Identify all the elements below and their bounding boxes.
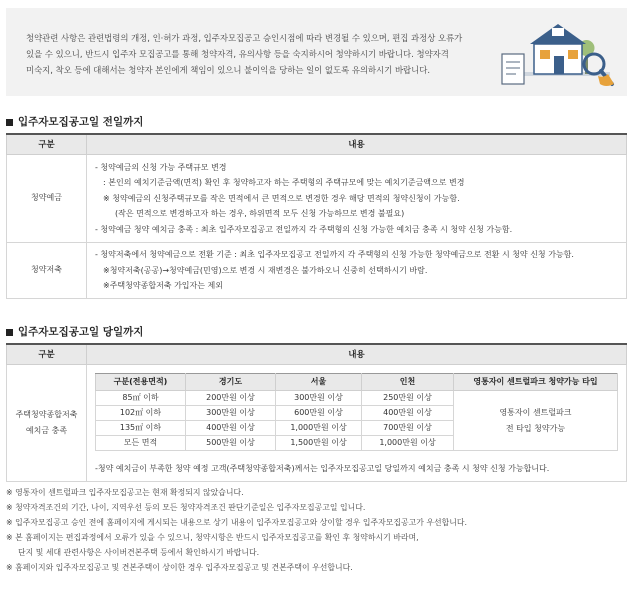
gyeonggi-cell: 500만원 이상: [186, 436, 276, 451]
inner-header-available-type: 영통자이 센트럴파크 청약가능 타입: [454, 374, 618, 391]
seoul-cell: 1,000만원 이상: [276, 421, 362, 436]
seoul-cell: 600만원 이상: [276, 406, 362, 421]
content-line: ※ 청약예금의 신청주택규모를 작은 면적에서 큰 면적으로 변경한 경우 해당 면적의 청약신청이 가능함.: [103, 193, 460, 203]
row-category: [7, 365, 87, 482]
square-bullet-icon: [6, 329, 13, 336]
category-line-2: 예치금 충족: [25, 425, 68, 435]
section-title-text: 입주자모집공고일 전일까지: [18, 116, 144, 128]
header-content: 내용: [87, 134, 627, 155]
inner-header-seoul: 서울: [276, 374, 362, 391]
content-line: ※청약저축(공공)→청약예금(민영)으로 변경 시 재변경은 불가하오니 신중히 선택하시기 바람.: [103, 265, 428, 275]
incheon-cell: 700만원 이상: [362, 421, 454, 436]
gyeonggi-cell: 300만원 이상: [186, 406, 276, 421]
section-title-announcement-day: [6, 325, 143, 339]
notice-box: [6, 8, 627, 96]
gyeonggi-cell: 200만원 이상: [186, 391, 276, 406]
section-title-before-announcement: [6, 115, 143, 129]
content-line: - 청약저축에서 청약예금으로 전환 기준 : 최초 입주자모집공고 전일까지 각 주택형의 신청 가능한 청약예금으로 전환 시 청약 신청 가능함.: [95, 250, 574, 260]
tip-line: 영통자이 센트럴파크: [499, 408, 572, 417]
deposit-requirement-table: [95, 373, 618, 451]
announcement-day-table: [6, 343, 627, 482]
category-line-1: 주택청약종합저축: [15, 409, 78, 419]
footnote-line: ※ 입주자모집공고 승인 전에 홈페이지에 게시되는 내용으로 상기 내용이 입주자모집공고와 상이할 경우 입주자모집공고가 우선합니다.: [6, 518, 467, 527]
footnote-line: 단지 및 세대 관련사항은 사이버견본주택 등에서 확인하시기 바랍니다.: [18, 548, 260, 557]
deposit-note: -청약 예치금이 부족한 청약 예정 고객(주택청약종합저축)께서는 입주자모집공고일 당일까지 예치금 충족 시 청약 신청 가능합니다.: [95, 464, 550, 473]
content-line: - 청약예금 청약 예치금 충족 : 최초 입주자모집공고 전일까지 각 주택형의 신청 가능한 예치금 충족 시 청약 신청 가능함.: [95, 224, 513, 234]
table-row: [7, 155, 627, 243]
header-category: 구분: [7, 134, 87, 155]
incheon-cell: 1,000만원 이상: [362, 436, 454, 451]
incheon-cell: 400만원 이상: [362, 406, 454, 421]
available-type-cell: [454, 391, 618, 451]
row-category: 청약저축: [7, 243, 87, 299]
gyeonggi-cell: 400만원 이상: [186, 421, 276, 436]
section-title-text: 입주자모집공고일 당일까지: [18, 326, 144, 338]
row-content: [87, 155, 627, 243]
table-row: [7, 243, 627, 299]
incheon-cell: 250만원 이상: [362, 391, 454, 406]
content-line: (작은 면적으로 변경하고자 하는 경우, 하위면적 모두 신청 가능하므로 변경 불필요): [115, 209, 405, 219]
row-content: [87, 365, 627, 482]
inner-header-area: 구분(전용면적): [96, 374, 186, 391]
seoul-cell: 1,500만원 이상: [276, 436, 362, 451]
content-line: - 청약예금의 신청 가능 주택규모 변경: [95, 162, 227, 172]
before-announcement-table: [6, 133, 627, 299]
house-inspection-illustration: [490, 14, 620, 92]
notice-line: 있을 수 있으니, 반드시 입주자 모집공고를 통해 청약자격, 유의사항 등을 숙지하시어 청약하시기 바랍니다. 청약자격: [26, 49, 449, 59]
seoul-cell: 300만원 이상: [276, 391, 362, 406]
table-row: [7, 365, 627, 482]
inner-header-gyeonggi: 경기도: [186, 374, 276, 391]
footnotes: [6, 485, 627, 575]
square-bullet-icon: [6, 119, 13, 126]
table-row: [96, 391, 618, 406]
row-content: [87, 243, 627, 299]
tip-line: 전 타입 청약가능: [505, 423, 566, 433]
header-category: 구분: [7, 344, 87, 365]
footnote-line: ※ 본 홈페이지는 편집과정에서 오류가 있을 수 있으니, 청약시항은 반드시 입주자모집공고를 확인 후 청약하시기 바라며,: [6, 533, 419, 542]
inner-header-incheon: 인천: [362, 374, 454, 391]
footnote-line: ※ 청약자격조건의 기간, 나이, 지역우선 등의 모든 청약자격조건 판단기준일은 입주자모집공고일 입니다.: [6, 503, 366, 512]
content-line: : 본인의 예치기준금액(면적) 확인 후 청약하고자 하는 주택형의 주택규모에 맞는 예치기준금액으로 변경: [103, 178, 465, 188]
area-cell: 102㎡ 이하: [96, 406, 186, 421]
notice-line: 미숙지, 착오 등에 대해서는 청약자 본인에게 책임이 있으니 불이익을 당하는 일이 없도록 유의하시기 바랍니다.: [26, 65, 430, 75]
footnote-line: ※ 홈페이지와 입주자모집공고 및 견본주택이 상이한 경우 입주자모집공고 및 견본주택이 우선합니다.: [6, 563, 353, 572]
area-cell: 모든 면적: [96, 436, 186, 451]
notice-line: 청약관련 사항은 관련법령의 개정, 인·허가 과정, 입주자모집공고 승인시점에 따라 변경될 수 있으며, 편집 과정상 오류가: [26, 33, 463, 43]
area-cell: 135㎡ 이하: [96, 421, 186, 436]
row-category: 청약예금: [7, 155, 87, 243]
content-line: ※주택청약종합저축 가입자는 제외: [103, 281, 223, 291]
footnote-line: ※ 영통자이 센트럴파크 입주자모집공고는 현재 확정되지 않았습니다.: [6, 488, 244, 497]
notice-text: [26, 30, 463, 78]
area-cell: 85㎡ 이하: [96, 391, 186, 406]
header-content: 내용: [87, 344, 627, 365]
